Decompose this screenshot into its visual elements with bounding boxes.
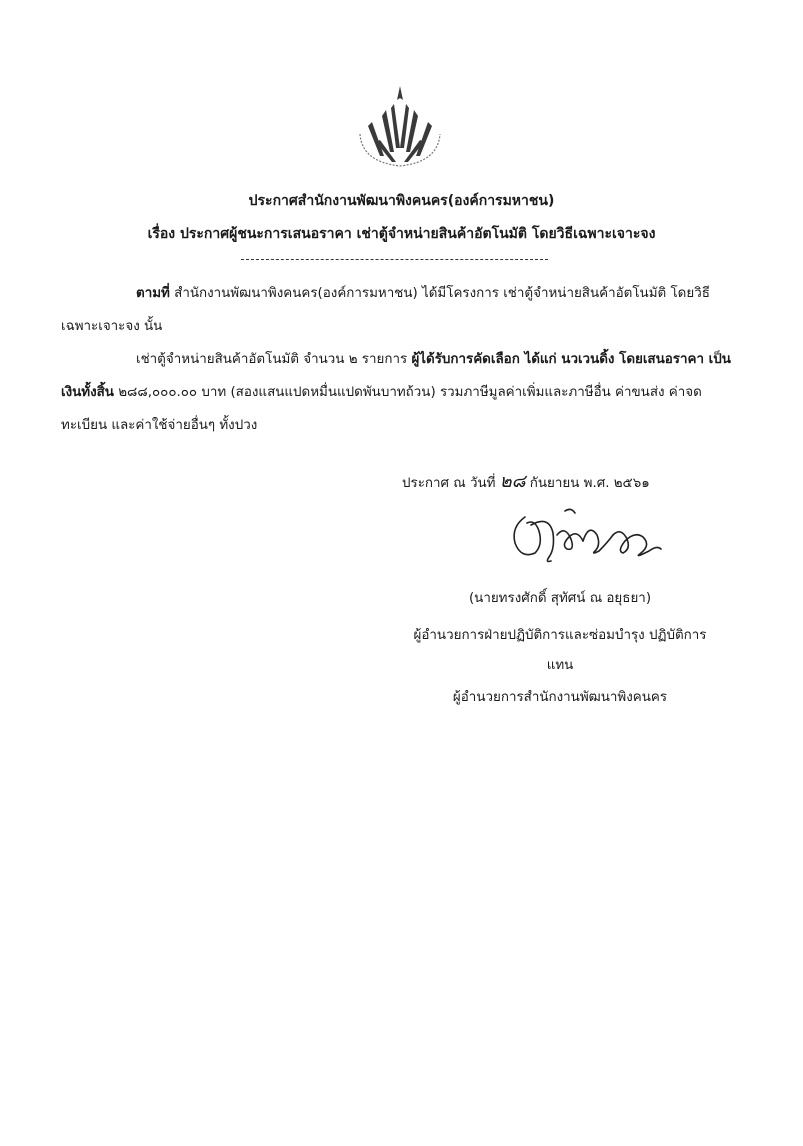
paragraph-1-lead: ตามที่ (136, 286, 170, 301)
date-prefix: ประกาศ ณ วันที่ (402, 476, 496, 491)
paragraph-2-total-label: เงินทั้งสิ้น (61, 385, 114, 400)
paragraph-2-line-2 (61, 381, 702, 402)
date-month-year: กันยายน พ.ศ. ๒๕๖๑ (529, 476, 650, 491)
date-day: ๒๘ (499, 471, 526, 492)
paragraph-1-text: สำนักงานพัฒนาพิงคนคร(องค์การมหาชน) ได้มีโครงการ เช่าตู้จำหน่ายสินค้าอัตโนมัติ โดยวิธี (174, 286, 710, 301)
signatory-name: (นายทรงศักดิ์ สุทัศน์ ณ อยุธยา) (468, 591, 652, 606)
signatory-position: ผู้อำนวยการฝ่ายปฏิบัติการและซ่อมบำรุง ปฏิบัติการ (413, 628, 707, 643)
paragraph-1-line-1 (136, 282, 710, 303)
organization-logo (350, 82, 450, 174)
title-divider (241, 259, 548, 260)
announcement-subject: เรื่อง ประกาศผู้ชนะการเสนอราคา เช่าตู้จำหน่ายสินค้าอัตโนมัติ โดยวิธีเฉพาะเจาะจง (147, 226, 656, 242)
paragraph-2-item: เช่าตู้จำหน่ายสินค้าอัตโนมัติ จำนวน ๒ รายการ (136, 352, 408, 367)
announcement-title: ประกาศสำนักงานพัฒนาพิงคนคร(องค์การมหาชน) (248, 193, 555, 209)
on-behalf-of: แทน (546, 658, 574, 673)
paragraph-1-line-2: เฉพาะเจาะจง นั้น (61, 319, 163, 334)
paragraph-2-amount: ๒๘๘,๐๐๐.๐๐ บาท (สองแสนแปดหมื่นแปดพันบาทถ้วน) รวมภาษีมูลค่าเพิ่มและภาษีอื่น ค่าขนส่ง ค่าจด (118, 385, 702, 400)
handwritten-signature (505, 505, 670, 573)
announcement-date (402, 466, 650, 495)
paragraph-2-line-1 (136, 348, 731, 369)
principal-position: ผู้อำนวยการสำนักงานพัฒนาพิงคนคร (452, 690, 668, 705)
paragraph-2-line-3: ทะเบียน และค่าใช้จ่ายอื่นๆ ทั้งปวง (61, 418, 258, 433)
paragraph-2-winner: ผู้ได้รับการคัดเลือก ได้แก่ นวเวนดิ้ง โดยเสนอราคา เป็น (411, 352, 731, 367)
